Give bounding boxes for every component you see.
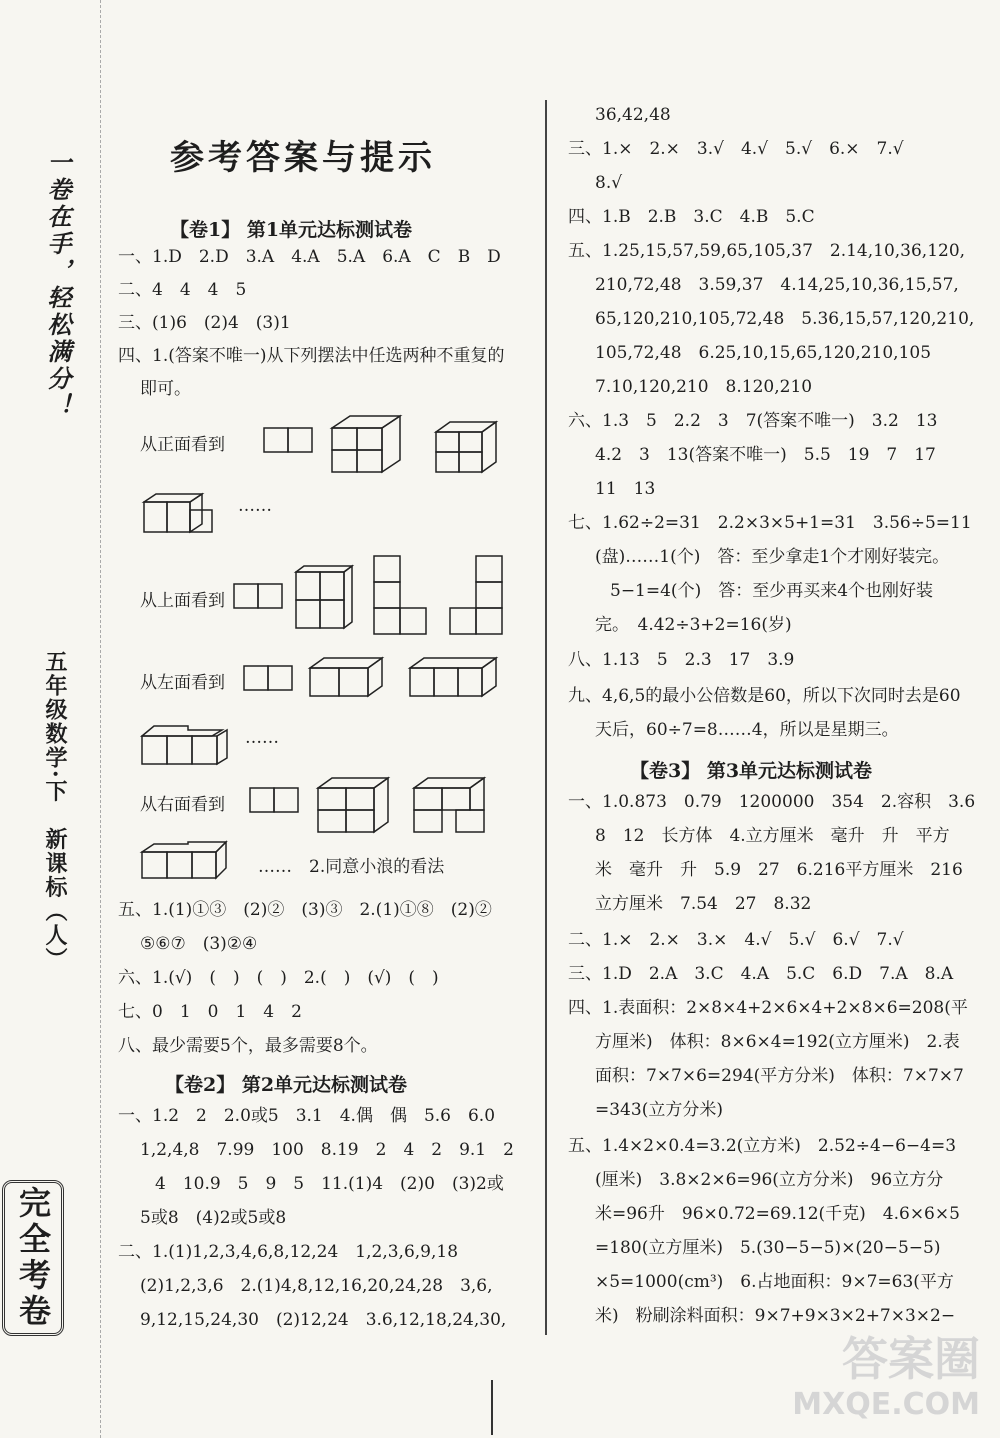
answer-line: 11 13 [595, 479, 656, 499]
answer-line: 六、1.3 5 2.2 3 7(答案不唯一) 3.2 13 [568, 411, 938, 431]
answer-line: 三、1.× 2.× 3.√ 4.√ 5.√ 6.× 7.√ [568, 139, 904, 159]
answer-line: 四、1.表面积：2×8×4+2×6×4+2×8×6=208(平 [568, 998, 968, 1018]
answer-line: 5或8 (4)2或5或8 [140, 1208, 287, 1228]
answer-line: (2)1,2,3,6 2.(1)4,8,12,16,20,24,28 3,6, [140, 1276, 493, 1296]
answer-line: 4 10.9 5 9 5 11.(1)4 (2)0 (3)2或 [155, 1174, 504, 1194]
answer-line: 七、1.62÷2=31 2.2×3×5+1=31 3.56÷5=11 [568, 513, 972, 533]
answer-line: 9,12,15,24,30 (2)12,24 3.6,12,18,24,30, [140, 1310, 507, 1330]
answer-line: 八、1.13 5 2.3 17 3.9 [568, 650, 795, 670]
answer-line: (盘)……1(个) 答：至少拿走1个才刚好装完。 [595, 547, 950, 567]
cube-stack-figure [450, 550, 520, 640]
answer-line: 三、(1)6 (2)4 (3)1 [118, 313, 291, 333]
answer-line: 九、4,6,5的最小公倍数是60，所以下次同时去是60 [568, 686, 961, 706]
cube-stack-figure [404, 652, 504, 702]
answer-line: 36,42,48 [595, 105, 671, 125]
answer-line: 8.√ [595, 173, 623, 193]
cube-stack-figure [326, 408, 416, 478]
answer-line: 一、1.0.873 0.79 1200000 354 2.容积 3.6 [568, 792, 976, 812]
answer-line: 三、1.D 2.A 3.C 4.A 5.C 6.D 7.A 8.A [568, 964, 954, 984]
answer-line: 7.10,120,210 8.120,210 [595, 377, 813, 397]
cube-stack-figure [140, 480, 240, 540]
left-view-figure [242, 664, 302, 694]
brand-logo: 完全考卷 [2, 1180, 64, 1336]
answer-line: 二、1.(1)1,2,3,4,6,8,12,24 1,2,3,6,9,18 [118, 1242, 459, 1262]
section-heading-3: 【卷3】 第3单元达标测试卷 [630, 760, 873, 782]
answer-line: 65,120,210,105,72,48 5.36,15,57,120,210, [595, 309, 975, 329]
cube-stack-figure [140, 720, 250, 770]
section-heading-1: 【卷1】 第1单元达标测试卷 [170, 219, 413, 241]
cube-stack-figure [408, 772, 498, 842]
answer-line: 五、1.4×2×0.4=3.2(立方米) 2.52÷4−6−4=3 [568, 1136, 957, 1156]
answer-line: 四、1.(答案不唯一)从下列摆法中任选两种不重复的 [118, 346, 505, 366]
answer-line: 八、最少需要5个，最多需要8个。 [118, 1036, 378, 1056]
answer-line: (厘米) 3.8×2×6=96(立方分米) 96立方分 [595, 1170, 944, 1190]
front-view-figure [262, 426, 322, 456]
pen-stroke [491, 1380, 493, 1435]
right-view-figure [248, 786, 308, 816]
cube-stack-figure [368, 550, 438, 640]
top-view-figure [232, 582, 292, 612]
cube-stack-figure [140, 836, 240, 886]
answer-line: 米=96升 96×0.72=69.12(千克) 4.6×6×5 [595, 1204, 960, 1224]
answer-line: 七、0 1 0 1 4 2 [118, 1002, 302, 1022]
page-title: 参考答案与提示 [170, 138, 436, 178]
sidebar [0, 0, 101, 1438]
ellipsis: …… [245, 728, 279, 748]
answer-line: 二、1.× 2.× 3.× 4.√ 5.√ 6.√ 7.√ [568, 930, 904, 950]
cube-stack-figure [288, 560, 358, 640]
cube-stack-figure [312, 772, 402, 842]
sidebar-grade: 五年级数学·下 新课标（人） [42, 650, 68, 972]
answer-line: 面积：7×7×6=294(平方分米) 体积：7×7×7 [595, 1066, 964, 1086]
sidebar-slogan: 一卷在手，轻松满分！ [43, 150, 72, 420]
answer-line: 4.2 3 13(答案不唯一) 5.5 19 7 17 [595, 445, 936, 465]
answer-line: 105,72,48 6.25,10,15,65,120,210,105 [595, 343, 932, 363]
answer-line: 8 12 长方体 4.立方厘米 毫升 升 平方 [595, 826, 950, 846]
answer-line: 一、1.2 2 2.0或5 3.1 4.偶 偶 5.6 6.0 [118, 1106, 496, 1126]
answer-line: 米 毫升 升 5.9 27 6.216平方厘米 216 [595, 860, 963, 880]
answer-line: 天后，60÷7=8……4，所以是星期三。 [595, 720, 899, 740]
answer-line: 完。 4.42÷3+2=16(岁) [595, 615, 792, 635]
ellipsis: …… [238, 496, 272, 516]
answer-line: 米) 粉刷涂料面积：9×7+9×3×2+7×3×2− [595, 1306, 956, 1326]
answer-line: 五、1.(1)①③ (2)② (3)③ 2.(1)①⑧ (2)② [118, 900, 492, 920]
answer-line: 一、1.D 2.D 3.A 4.A 5.A 6.A C B D [118, 247, 501, 267]
answer-line: 二、4 4 4 5 [118, 280, 247, 300]
answer-line: 1,2,4,8 7.99 100 8.19 2 4 2 9.1 2 [140, 1140, 514, 1160]
cube-stack-figure [304, 652, 394, 702]
column-divider [545, 100, 547, 1335]
view-caption-left: 从左面看到 [140, 673, 225, 693]
answer-line: 六、1.(√) ( ) ( ) 2.( ) (√) ( ) [118, 968, 439, 988]
section-heading-2: 【卷2】 第2单元达标测试卷 [165, 1074, 408, 1096]
answer-line: 210,72,48 3.59,37 4.14,25,10,36,15,57, [595, 275, 959, 295]
watermark [792, 1332, 980, 1428]
view-caption-top: 从上面看到 [140, 591, 225, 611]
answer-line: ×5=1000(cm³) 6.占地面积：9×7=63(平方 [595, 1272, 954, 1292]
watermark-brand: 答案圈 [842, 1332, 980, 1386]
answer-line: 即可。 [140, 379, 191, 399]
answer-line: 5−1=4(个) 答：至少再买来4个也刚好装 [610, 581, 934, 601]
answer-line: ⑤⑥⑦ (3)②④ [140, 934, 258, 954]
cube-stack-figure [430, 408, 520, 478]
answer-line: 四、1.B 2.B 3.C 4.B 5.C [568, 207, 815, 227]
answer-line: …… 2.同意小浪的看法 [258, 857, 445, 877]
answer-line: 立方厘米 7.54 27 8.32 [595, 894, 812, 914]
answer-line: 方厘米) 体积：8×6×4=192(立方厘米) 2.表 [595, 1032, 960, 1052]
answer-line: =180(立方厘米) 5.(30−5−5)×(20−5−5) [595, 1238, 941, 1258]
view-caption-front: 从正面看到 [140, 435, 225, 455]
view-caption-right: 从右面看到 [140, 795, 225, 815]
answer-line: =343(立方分米) [595, 1100, 723, 1120]
watermark-url: MXQE.COM [792, 1387, 980, 1422]
answer-line: 五、1.25,15,57,59,65,105,37 2.14,10,36,120, [568, 241, 966, 261]
